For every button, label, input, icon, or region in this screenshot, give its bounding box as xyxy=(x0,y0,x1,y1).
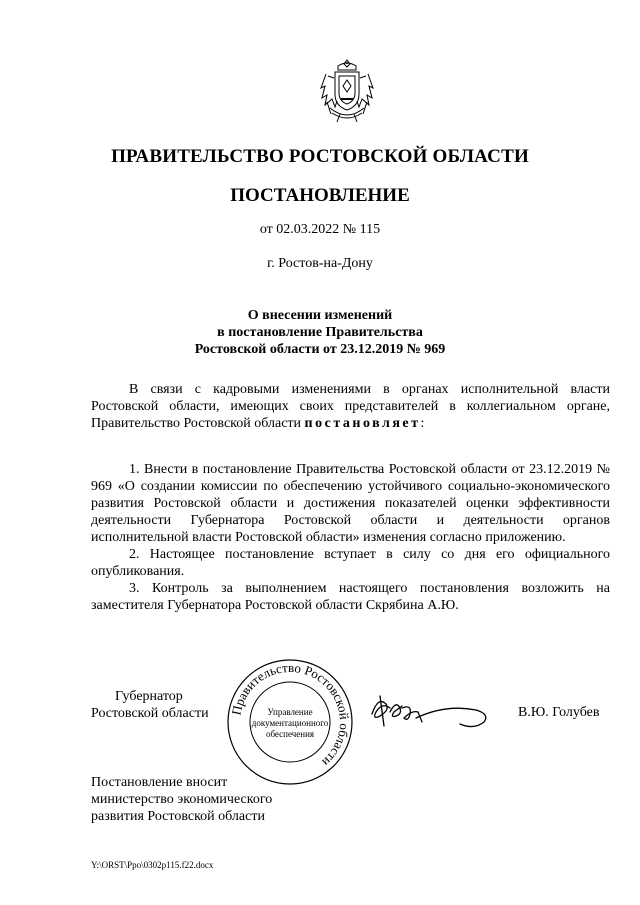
submitted-by-line-3: развития Ростовской области xyxy=(91,809,265,824)
government-title: ПРАВИТЕЛЬСТВО РОСТОВСКОЙ ОБЛАСТИ xyxy=(111,146,529,167)
stamp-ring-text: Правительство Ростовской области xyxy=(228,659,353,770)
decree-item: 2. Настоящее постановление вступает в силу со дня его официального опубликования. xyxy=(91,547,610,579)
preamble-text: В связи с кадровыми изменениями в органах исполнительной власти Ростовской области, имеющих своих представителей в коллегиальном органе, Правительство Ростовской области xyxy=(91,382,610,431)
preamble-paragraph xyxy=(91,381,610,432)
signatory-post-line-2: Ростовской области xyxy=(91,706,209,721)
handwritten-signature-icon xyxy=(366,688,496,732)
subject-line-1: О внесении изменений xyxy=(247,308,393,323)
stamp-inner-line-2: документационного xyxy=(251,718,329,728)
subject-line-2: в постановление Правительства xyxy=(217,325,423,340)
decree-item: 3. Контроль за выполнением настоящего постановления возложить на заместителя Губернатора Ростовской области Скрябина А.Ю. xyxy=(91,581,610,613)
preamble-colon: : xyxy=(420,416,425,431)
file-path: Y:\ORST\Ppo\0302p115.f22.docx xyxy=(91,860,214,870)
signatory-name: В.Ю. Голубев xyxy=(518,705,600,720)
decree-items xyxy=(91,461,610,614)
submitted-by-note xyxy=(91,774,272,825)
submitted-by-line-1: Постановление вносит xyxy=(91,775,228,790)
coat-of-arms-icon xyxy=(318,58,376,124)
document-city: г. Ростов-на-Дону xyxy=(267,256,373,271)
signatory-post xyxy=(91,688,209,722)
document-date-number: от 02.03.2022 № 115 xyxy=(259,222,381,237)
decree-item: 1. Внести в постановление Правительства Ростовской области от 23.12.2019 № 969 «О создании комиссии по обеспечению устойчивого социально-экономического развития Ростовской области и достижения показателей оценки эффективности деятельности Губернатора Ростовской области и деятельности органов исполнительной власти Ростовской области» изменения согласно приложению. xyxy=(91,462,610,545)
subject-line-3: Ростовской области от 23.12.2019 № 969 xyxy=(194,342,446,357)
official-seal-icon xyxy=(226,658,354,786)
stamp-inner-line-3: обеспечения xyxy=(265,729,315,739)
stamp-inner-line-1: Управление xyxy=(267,707,313,717)
signatory-post-line-1: Губернатор xyxy=(115,689,183,704)
decree-word: постановляет xyxy=(304,416,421,431)
submitted-by-line-2: министерство экономического xyxy=(91,792,273,807)
preamble xyxy=(91,381,610,432)
document-subject xyxy=(0,307,640,358)
document-type: ПОСТАНОВЛЕНИЕ xyxy=(230,185,410,206)
